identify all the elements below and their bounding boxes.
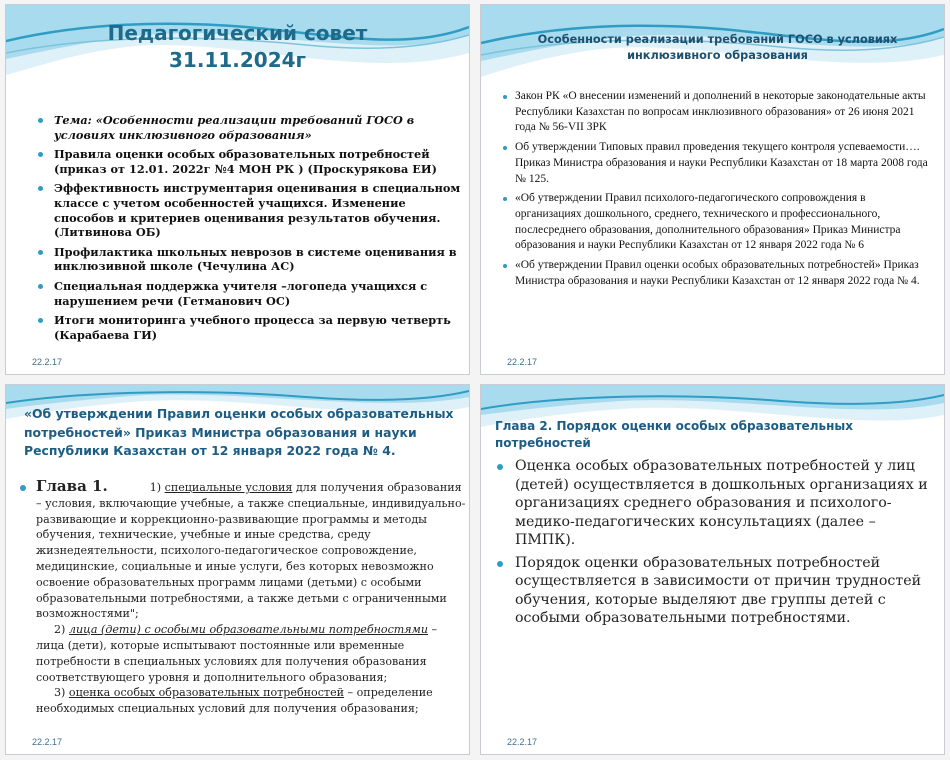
definition-number: 3)	[54, 686, 69, 700]
definition-number: 1)	[149, 481, 165, 494]
agenda-item-text: Эффективность инструментария оценивания в специальном классе с учетом особенностей учащихся. Изменение способов и критериев оценивания результатов обучения. (Литвинова ОБ)	[54, 181, 461, 240]
law-item-text: «Об утверждении Правил психолого-педагогического сопровождения в организациях дошкольного, среднего, технического и профессионального, послесреднего образования, дополнительного образования» Приказ Министра образования и науки Республики Казахстан от 12 января 2022 года № 6	[515, 192, 901, 252]
agenda-item-text: Итоги мониторинга учебного процесса за первую четверть (Карабаева ГИ)	[54, 313, 451, 342]
definition-term: специальные условия	[164, 481, 293, 494]
chapter-2-item-text: Порядок оценки образовательных потребностей осуществляется в зависимости от причин трудностей обучения, которые выделяют две группы детей с особыми образовательными потребностями.	[515, 554, 922, 626]
agenda-item	[38, 245, 468, 274]
definition-term: оценка особых образовательных потребностей	[68, 686, 345, 700]
bullet-icon	[503, 146, 507, 150]
slide-date: 22.2.17	[507, 357, 538, 367]
definition-3	[36, 685, 468, 717]
slide-2-title: Особенности реализации требований ГОСО в условиях инклюзивного образования	[537, 33, 898, 62]
laws-list	[503, 89, 933, 293]
slide-4-title: Глава 2. Порядок оценки особых образовательных потребностей	[495, 419, 853, 450]
bullet-icon	[497, 561, 503, 567]
agenda-item-text: Правила оценки особых образовательных потребностей (приказ от 12.01. 2022г №4 МОН РК ) (Проскурякова ЕИ)	[54, 147, 437, 176]
definition-term: лица (дети) с особыми образовательными потребностями	[68, 623, 428, 637]
slide-1	[6, 5, 469, 374]
bullet-icon	[38, 250, 43, 255]
agenda-item	[38, 147, 468, 176]
bullet-icon	[503, 197, 507, 201]
definition-2	[36, 622, 468, 685]
law-item	[503, 191, 933, 254]
bullet-icon	[503, 95, 507, 99]
chapter-2-item	[497, 554, 937, 628]
definition-text: – определение необходимых специальных условий для получения образования;	[36, 686, 433, 716]
law-item	[503, 89, 933, 136]
agenda-item	[38, 113, 468, 142]
chapter-2-item-text: Оценка особых образовательных потребностей у лиц (детей) осуществляется в дошкольных организациях и организациях среднего образования и психолого-медико-педагогических консультациях (далее – ПМПК).	[515, 458, 928, 548]
slide-date: 22.2.17	[32, 357, 63, 367]
agenda-item	[38, 313, 468, 342]
agenda-item	[38, 279, 468, 308]
slide-1-title	[6, 20, 469, 74]
bullet-icon	[38, 152, 43, 157]
agenda-item-text: Специальная поддержка учителя –логопеда учащихся с нарушением речи (Гетманович ОС)	[54, 278, 428, 308]
agenda-item	[38, 181, 468, 239]
bullet-icon	[38, 186, 43, 191]
law-item	[503, 258, 933, 289]
bullet-icon	[38, 118, 43, 123]
agenda-item-text: Тема: «Особенности реализации требований ГОСО в условиях инклюзивного образования»	[54, 113, 415, 142]
bullet-icon	[38, 284, 43, 289]
slide-2	[481, 5, 944, 374]
bullet-icon	[38, 318, 43, 323]
bullet-icon	[20, 485, 26, 491]
definition-1	[36, 479, 468, 622]
definition-number: 2)	[54, 623, 69, 637]
law-item-text: Закон РК «О внесении изменений и дополнений в некоторые законодательные акты Республики Казахстан по вопросам инклюзивного образования» от 26 июня 2021 года № 56-VII ЗРК	[515, 90, 926, 134]
title-line-1: Педагогический совет	[107, 21, 368, 45]
agenda-item-text: Профилактика школьных неврозов в системе оценивания в инклюзивной школе (Чечулина АС)	[54, 244, 457, 274]
slide-date: 22.2.17	[507, 737, 538, 747]
slide-4	[481, 385, 944, 754]
law-item-text: «Об утверждении Правил оценки особых образовательных потребностей» Приказ Министра образования и науки Республики Казахстан от 12 января 2022 года № 4.	[515, 259, 920, 287]
agenda-list	[38, 113, 468, 347]
chapter-2-list	[497, 457, 937, 632]
chapter-2-item	[497, 457, 937, 550]
chapter-heading: Глава 1.	[36, 477, 108, 495]
chapter-1-body	[36, 479, 468, 717]
definition-text: для получения образования – условия, включающие учебные, а также специальные, индивидуально-развивающие и коррекционно-развивающие программы и методы обучения, технические, учебные и иные средства, среду жизнедеятельности, психолого-педагогическое сопровождение, медицинские, социальные и иные услуги, без которых невозможно освоение образовательных программ лицами (детьми) с особыми образовательными потребностями, а также детьми с ограниченными возможностями";	[36, 481, 466, 621]
law-item-text: Об утверждении Типовых правил проведения текущего контроля успеваемости…. Приказ Министра образования и науки Республики Казахстан от 18 марта 2008 года № 125.	[515, 141, 928, 185]
law-item	[503, 140, 933, 187]
slide-date: 22.2.17	[32, 737, 63, 747]
definition-text: – лица (дети), которые испытывают постоянные или временные потребности в специальных условиях для получения образования соответствующего уровня и дополнительного образования;	[36, 623, 438, 684]
bullet-icon	[497, 464, 503, 470]
bullet-icon	[503, 264, 507, 268]
title-line-2: 31.11.2024г	[169, 48, 306, 72]
slide-3-title: «Об утверждении Правил оценки особых образовательных потребностей» Приказ Министра образования и науки Республики Казахстан от 12 января 2022 года № 4.	[24, 406, 454, 459]
slide-3	[6, 385, 469, 754]
